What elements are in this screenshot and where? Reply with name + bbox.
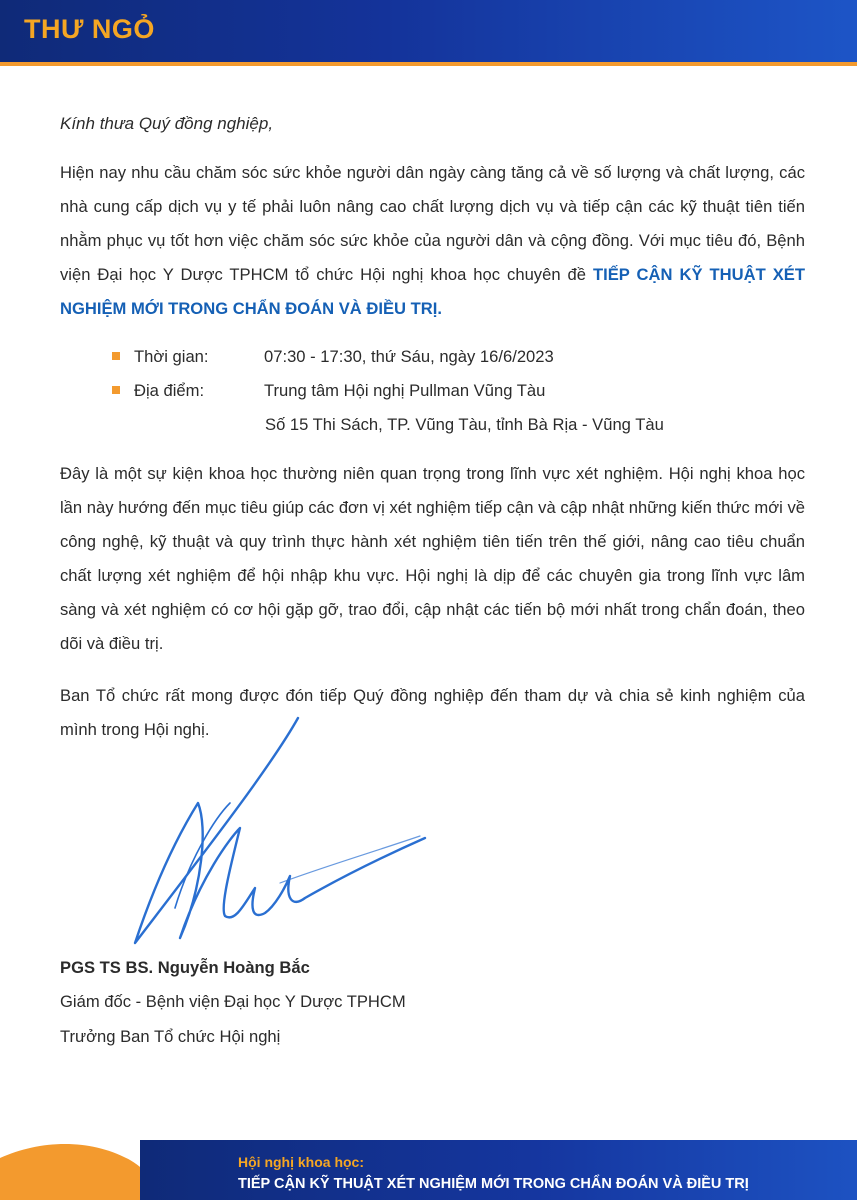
venue-line-2: Số 15 Thi Sách, TP. Vũng Tàu, tỉnh Bà Rịa - Vũng Tàu [265,415,664,434]
time-label: Thời gian: [134,347,209,366]
footer-label: Hội nghị khoa học: [238,1154,364,1170]
signature-mark [80,708,440,968]
bullet-square-icon [112,386,120,394]
time-value: 07:30 - 17:30, thứ Sáu, ngày 16/6/2023 [264,347,554,366]
signer-name: PGS TS BS. Nguyễn Hoàng Bắc [60,958,310,977]
venue-label: Địa điểm: [134,381,205,400]
detail-row-time [112,340,554,374]
header-band [0,0,857,62]
header-stripe [0,62,857,66]
conference-topic-highlight: TIẾP CẬN KỸ THUẬT XÉT NGHIỆM MỚI TRONG CHẨN ĐOÁN VÀ ĐIỀU TRỊ. [60,265,805,318]
footer-title: TIẾP CẬN KỸ THUẬT XÉT NGHIỆM MỚI TRONG CHẨN ĐOÁN VÀ ĐIỀU TRỊ [238,1176,749,1192]
signer-title-1: Giám đốc - Bệnh viện Đại học Y Dược TPHCM [60,992,406,1011]
closing-paragraph: Ban Tổ chức rất mong được đón tiếp Quý đồng nghiệp đến tham dự và chia sẻ kinh nghiệm của mình trong Hội nghị. [60,686,805,739]
page-title: THƯ NGỎ [24,14,155,44]
intro-paragraph [60,156,805,326]
bullet-square-icon [112,352,120,360]
body-paragraph: Đây là một sự kiện khoa học thường niên quan trọng trong lĩnh vực xét nghiệm. Hội nghị khoa học lần này hướng đến mục tiêu giúp các đơn vị xét nghiệm tiếp cận và cập nhật những kiến thức mới về công nghệ, kỹ thuật và quy trình thực hành xét nghiệm tiên tiến trên thế giới, nâng cao tiêu chuẩn chất lượng xét nghiệm để hội nhập khu vực. Hội nghị là dịp để các chuyên gia trong lĩnh vực lâm sàng và xét nghiệm có cơ hội gặp gỡ, trao đổi, cập nhật các tiến bộ mới nhất trong chẩn đoán, theo dõi và điều trị. [60,464,805,653]
greeting: Kính thưa Quý đồng nghiệp, [60,114,274,133]
venue-line-1: Trung tâm Hội nghị Pullman Vũng Tàu [264,381,546,400]
signer-title-2: Trưởng Ban Tổ chức Hội nghị [60,1027,281,1046]
detail-row-venue [112,374,545,408]
intro-text: Hiện nay nhu cầu chăm sóc sức khỏe người dân ngày càng tăng cả về số lượng và chất lượng, các nhà cung cấp dịch vụ y tế phải luôn nâng cao chất lượng dịch vụ và tiếp cận các kỹ thuật tiên tiến nhằm phục vụ tốt hơn việc chăm sóc sức khỏe của người dân và cộng đồng. Với mục tiêu đó, Bệnh viện Đại học Y Dược TPHCM tổ chức Hội nghị khoa học chuyên đề [60,163,805,284]
